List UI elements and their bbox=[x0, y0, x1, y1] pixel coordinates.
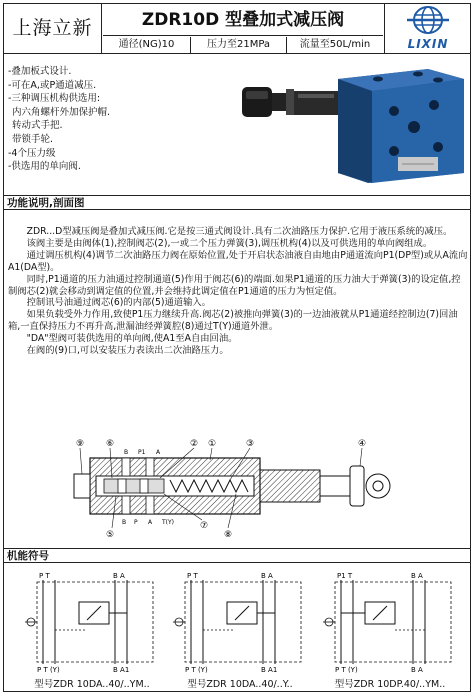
symbol-da-y bbox=[165, 566, 315, 691]
callout-7: ⑦ bbox=[200, 521, 209, 531]
sym-bot-left: P T (Y) bbox=[185, 666, 208, 674]
sectional-drawing bbox=[60, 436, 400, 540]
port-label-p: P bbox=[134, 519, 138, 526]
description bbox=[8, 226, 468, 357]
valve-product-image bbox=[238, 65, 468, 185]
desc-paragraph: ZDR...D型减压阀是叠加式减压阀.它是按三通式阀设计.具有二次油路压力保护.它用于液压系统的减压。 bbox=[8, 226, 453, 237]
feature-list bbox=[8, 65, 218, 174]
spec-flow: 流量至50L/min bbox=[299, 39, 371, 50]
desc-paragraph: 通过调压机构(4)调节二次油路压力阀在原始位置,处于开启状态油液自由地由P通道流向P1(DP型)或从A流向A1(DA型)。 bbox=[8, 249, 468, 273]
callout-5: ⑤ bbox=[106, 530, 115, 540]
port-label-a: A bbox=[156, 449, 161, 456]
section-symbols-title bbox=[3, 548, 471, 563]
callout-2: ② bbox=[190, 439, 199, 449]
feature-item: 内六角螺杆外加保护帽. bbox=[12, 106, 111, 118]
symbol-dp-ym bbox=[315, 566, 465, 691]
product-title: ZDR10D 型叠加式减压阀 bbox=[103, 4, 383, 36]
desc-paragraph: 在阀的(9)口,可以安装压力表读出二次油路压力。 bbox=[8, 345, 229, 357]
spec-row bbox=[103, 37, 383, 53]
sym-bot-left: P T (Y) bbox=[37, 666, 60, 674]
feature-item: -三种调压机构供选用: bbox=[8, 93, 101, 105]
desc-paragraph: 如果负载受外力作用,致使P1压力继续升高.阀芯(2)被推向弹簧(3)的一边油液就从P1通道经控制边(7)回油箱,一直保持压力不再升高,泄漏油经弹簧腔(8)通过T(Y)通道外泄。 bbox=[8, 309, 458, 333]
feature-item: -4个压力级 bbox=[8, 147, 56, 159]
symbol-row bbox=[3, 566, 471, 691]
feature-item: 转动式手把. bbox=[12, 120, 63, 132]
sym-bot-left: P T (Y) bbox=[335, 666, 358, 674]
sym-top-left: P T bbox=[39, 572, 50, 580]
desc-paragraph: 同时,P1通道的压力油通过控制通道(5)作用于阀芯(6)的端面.如果P1通道的压力油大于弹簧(3)的设定值,控制阀芯(2)就会移动到调定值的位置,并会维持此调定值在P1通道的压力为恒定值。 bbox=[8, 273, 461, 297]
sym-bot-right: B A bbox=[411, 666, 423, 674]
desc-paragraph: 控制讯号油通过阀芯(6)的内部(5)通道输入。 bbox=[8, 297, 211, 309]
port-label-p1: P1 bbox=[138, 449, 146, 456]
desc-paragraph: 该阀主要是由阀体(1),控制阀芯(2),一或二个压力弹簧(3),调压机构(4)以及可供选用的单向阀组成。 bbox=[8, 237, 433, 249]
globe-logo-icon bbox=[385, 4, 471, 38]
symbol-caption: 型号ZDR 10DA..40/..YM.. bbox=[34, 679, 150, 690]
section-function-label: 功能说明,剖面图 bbox=[7, 197, 85, 209]
callout-4: ④ bbox=[358, 439, 367, 449]
logo-text: LIXIN bbox=[407, 37, 449, 51]
callout-3: ③ bbox=[246, 439, 255, 449]
company-logo bbox=[384, 4, 470, 53]
callout-6: ⑥ bbox=[106, 439, 115, 449]
port-label-b: B bbox=[122, 519, 127, 526]
feature-item: -供选用的单向阀. bbox=[8, 161, 81, 173]
header bbox=[3, 3, 471, 54]
sym-top-left: P T bbox=[187, 572, 198, 580]
callout-1: ① bbox=[208, 439, 217, 449]
port-label-a: A bbox=[148, 519, 153, 526]
section-function-title bbox=[3, 195, 471, 210]
sym-bot-right: B A1 bbox=[261, 666, 278, 674]
brand-name: 上海立新 bbox=[4, 4, 102, 53]
symbol-caption: 型号ZDR 10DA..40/..Y.. bbox=[187, 679, 293, 690]
feature-item: 带锁手轮. bbox=[12, 133, 54, 145]
symbol-da-ym bbox=[17, 566, 167, 691]
port-label-b: B bbox=[124, 449, 129, 456]
sym-bot-right: B A1 bbox=[113, 666, 130, 674]
symbol-caption: 型号ZDR 10DP.40/..YM.. bbox=[334, 679, 446, 690]
callout-8: ⑧ bbox=[224, 530, 233, 540]
sym-top-right: B A bbox=[411, 572, 423, 580]
feature-item: -可在A,或P通道减压. bbox=[8, 79, 97, 91]
spec-size: 通径(NG)10 bbox=[103, 37, 191, 53]
feature-item: -叠加板式设计. bbox=[8, 66, 72, 77]
section-symbols-label: 机能符号 bbox=[7, 550, 49, 562]
port-label-t: T(Y) bbox=[162, 519, 175, 526]
sym-top-right: B A bbox=[261, 572, 273, 580]
spec-pressure: 压力至21MPa bbox=[191, 37, 287, 53]
callout-9: ⑨ bbox=[76, 439, 85, 449]
desc-paragraph: "DA"型阀可装供选用的单向阀,使A1至A自由回油。 bbox=[8, 333, 238, 345]
sym-top-left: P1 T bbox=[337, 572, 353, 580]
sym-top-right: B A bbox=[113, 572, 125, 580]
